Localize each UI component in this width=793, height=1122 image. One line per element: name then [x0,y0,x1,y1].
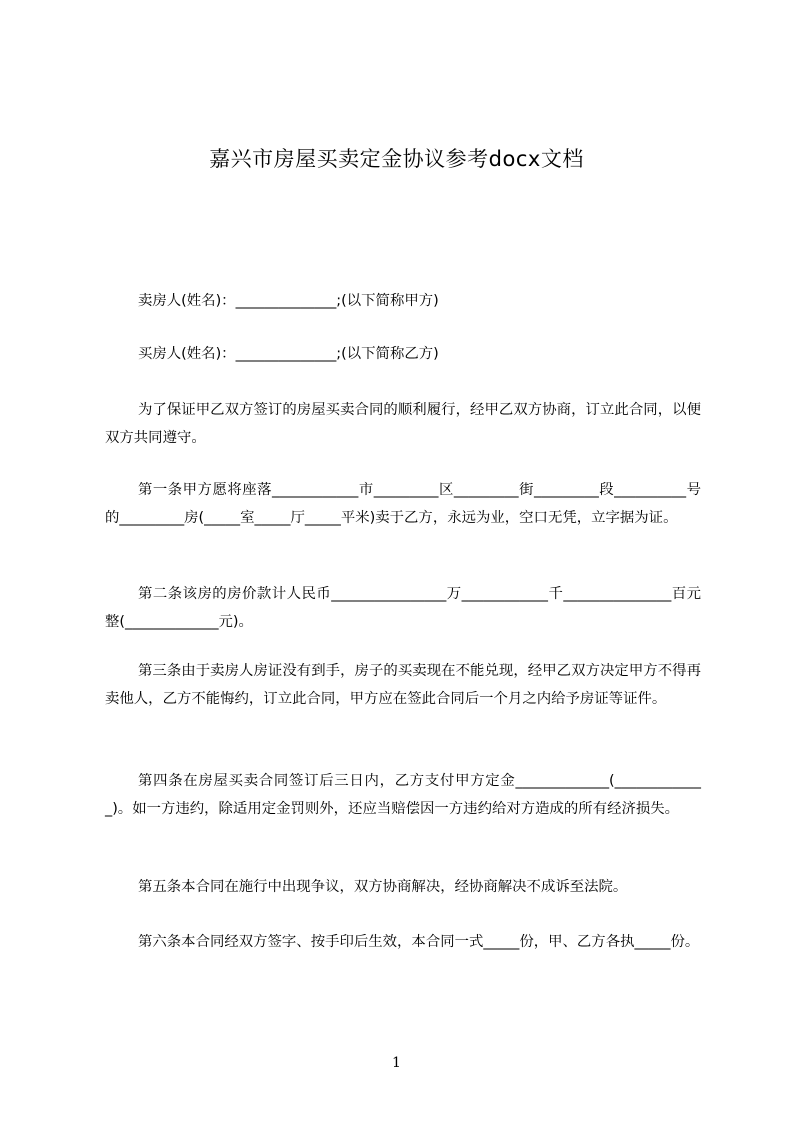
article-6: 第六条本合同经双方签字、按手印后生效，本合同一式_____份，甲、乙方各执_____份。 [138,934,700,950]
buyer-line: 买房人(姓名)：______________;(以下简称乙方) [138,346,439,362]
page-number: 1 [392,1055,401,1071]
article-2: 第二条该房的房价款计人民币________________万____________千_______________百元整(_____________元)。 [105,586,701,630]
article-4: 第四条在房屋买卖合同签订后三日内，乙方支付甲方定金_____________(_____________)。如一方违约，除适用定金罚则外，还应当赔偿因一方违约给对方造成的所有经济损失。 [105,773,701,817]
document-title: 嘉兴市房屋买卖定金协议参考docx文档 [209,147,584,171]
seller-line: 卖房人(姓名)：______________;(以下简称甲方) [138,293,439,309]
article-1: 第一条甲方愿将座落____________市_________区_________街_________段__________号的_________房(_____室_____厅_____平米)卖于乙方，永远为业，空口无凭，立字据为证。 [105,482,701,526]
article-5: 第五条本合同在施行中出现争议，双方协商解决，经协商解决不成诉至法院。 [138,879,628,895]
article-3: 第三条由于卖房人房证没有到手，房子的买卖现在不能兑现，经甲乙双方决定甲方不得再卖他人，乙方不能悔约，订立此合同，甲方应在签此合同后一个月之内给予房证等证件。 [105,663,701,707]
intro-paragraph: 为了保证甲乙双方签订的房屋买卖合同的顺利履行，经甲乙双方协商，订立此合同，以便双方共同遵守。 [105,402,701,446]
